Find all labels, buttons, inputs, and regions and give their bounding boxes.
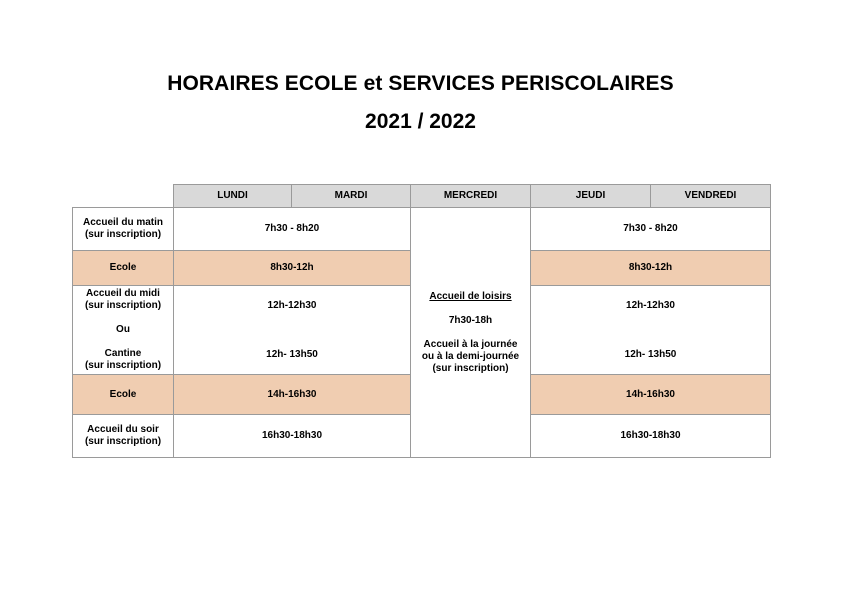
mercredi-note: Accueil à la journée bbox=[423, 338, 518, 350]
day-header-lundi: LUNDI bbox=[174, 185, 292, 208]
day-header-jeudi: JEUDI bbox=[531, 185, 651, 208]
cell-matin-lundi-mardi: 7h30 - 8h20 bbox=[174, 208, 411, 251]
cell-matin-jeudi-vendredi: 7h30 - 8h20 bbox=[531, 208, 771, 251]
day-header-mardi: MARDI bbox=[292, 185, 411, 208]
mercredi-note: ou à la demi-journée bbox=[421, 350, 520, 362]
cell-ecole-apresmidi-jeudi-vendredi: 14h-16h30 bbox=[531, 375, 771, 415]
cell-ecole-matin-jeudi-vendredi: 8h30-12h bbox=[531, 251, 771, 286]
cell-soir-jeudi-vendredi: 16h30-18h30 bbox=[531, 415, 771, 458]
cell-soir-lundi-mardi: 16h30-18h30 bbox=[174, 415, 411, 458]
row-label-accueil-matin bbox=[73, 208, 174, 251]
midi-time-top: 12h-12h30 bbox=[626, 299, 675, 311]
row-label-ecole-apresmidi: Ecole bbox=[73, 375, 174, 415]
cell-ecole-matin-lundi-mardi: 8h30-12h bbox=[174, 251, 411, 286]
label-line: Accueil du soir bbox=[87, 424, 159, 435]
row-label-ecole-matin: Ecole bbox=[73, 251, 174, 286]
label-line: (sur inscription) bbox=[84, 229, 162, 240]
page-title: HORAIRES ECOLE et SERVICES PERISCOLAIRES bbox=[167, 72, 674, 95]
midi-time-top: 12h-12h30 bbox=[267, 299, 317, 311]
row-accueil-matin bbox=[73, 208, 771, 251]
header-row bbox=[73, 185, 771, 208]
label-line: Ou bbox=[116, 324, 130, 335]
day-header-vendredi: VENDREDI bbox=[651, 185, 771, 208]
mercredi-note: (sur inscription) bbox=[432, 362, 509, 374]
mercredi-hours: 7h30-18h bbox=[448, 314, 493, 326]
cell-midi-jeudi-vendredi bbox=[531, 286, 771, 375]
row-label-accueil-midi bbox=[73, 286, 174, 375]
label-line: Cantine bbox=[104, 348, 142, 359]
label-line: (sur inscription) bbox=[84, 360, 162, 371]
school-year: 2021 / 2022 bbox=[365, 110, 476, 133]
corner-cell bbox=[73, 185, 174, 208]
midi-time-bottom: 12h- 13h50 bbox=[624, 348, 677, 360]
midi-time-bottom: 12h- 13h50 bbox=[266, 348, 318, 360]
label-line: Accueil du midi bbox=[86, 288, 160, 299]
mercredi-heading: Accueil de loisirs bbox=[429, 290, 512, 302]
row-label-accueil-soir bbox=[73, 415, 174, 458]
label-line: (sur inscription) bbox=[84, 436, 162, 447]
cell-ecole-apresmidi-lundi-mardi: 14h-16h30 bbox=[174, 375, 411, 415]
schedule-table bbox=[72, 184, 771, 458]
cell-mercredi bbox=[411, 208, 531, 458]
label-line: (sur inscription) bbox=[84, 300, 162, 311]
label-line: Accueil du matin bbox=[82, 217, 163, 228]
day-header-mercredi: MERCREDI bbox=[411, 185, 531, 208]
cell-midi-lundi-mardi bbox=[174, 286, 411, 375]
